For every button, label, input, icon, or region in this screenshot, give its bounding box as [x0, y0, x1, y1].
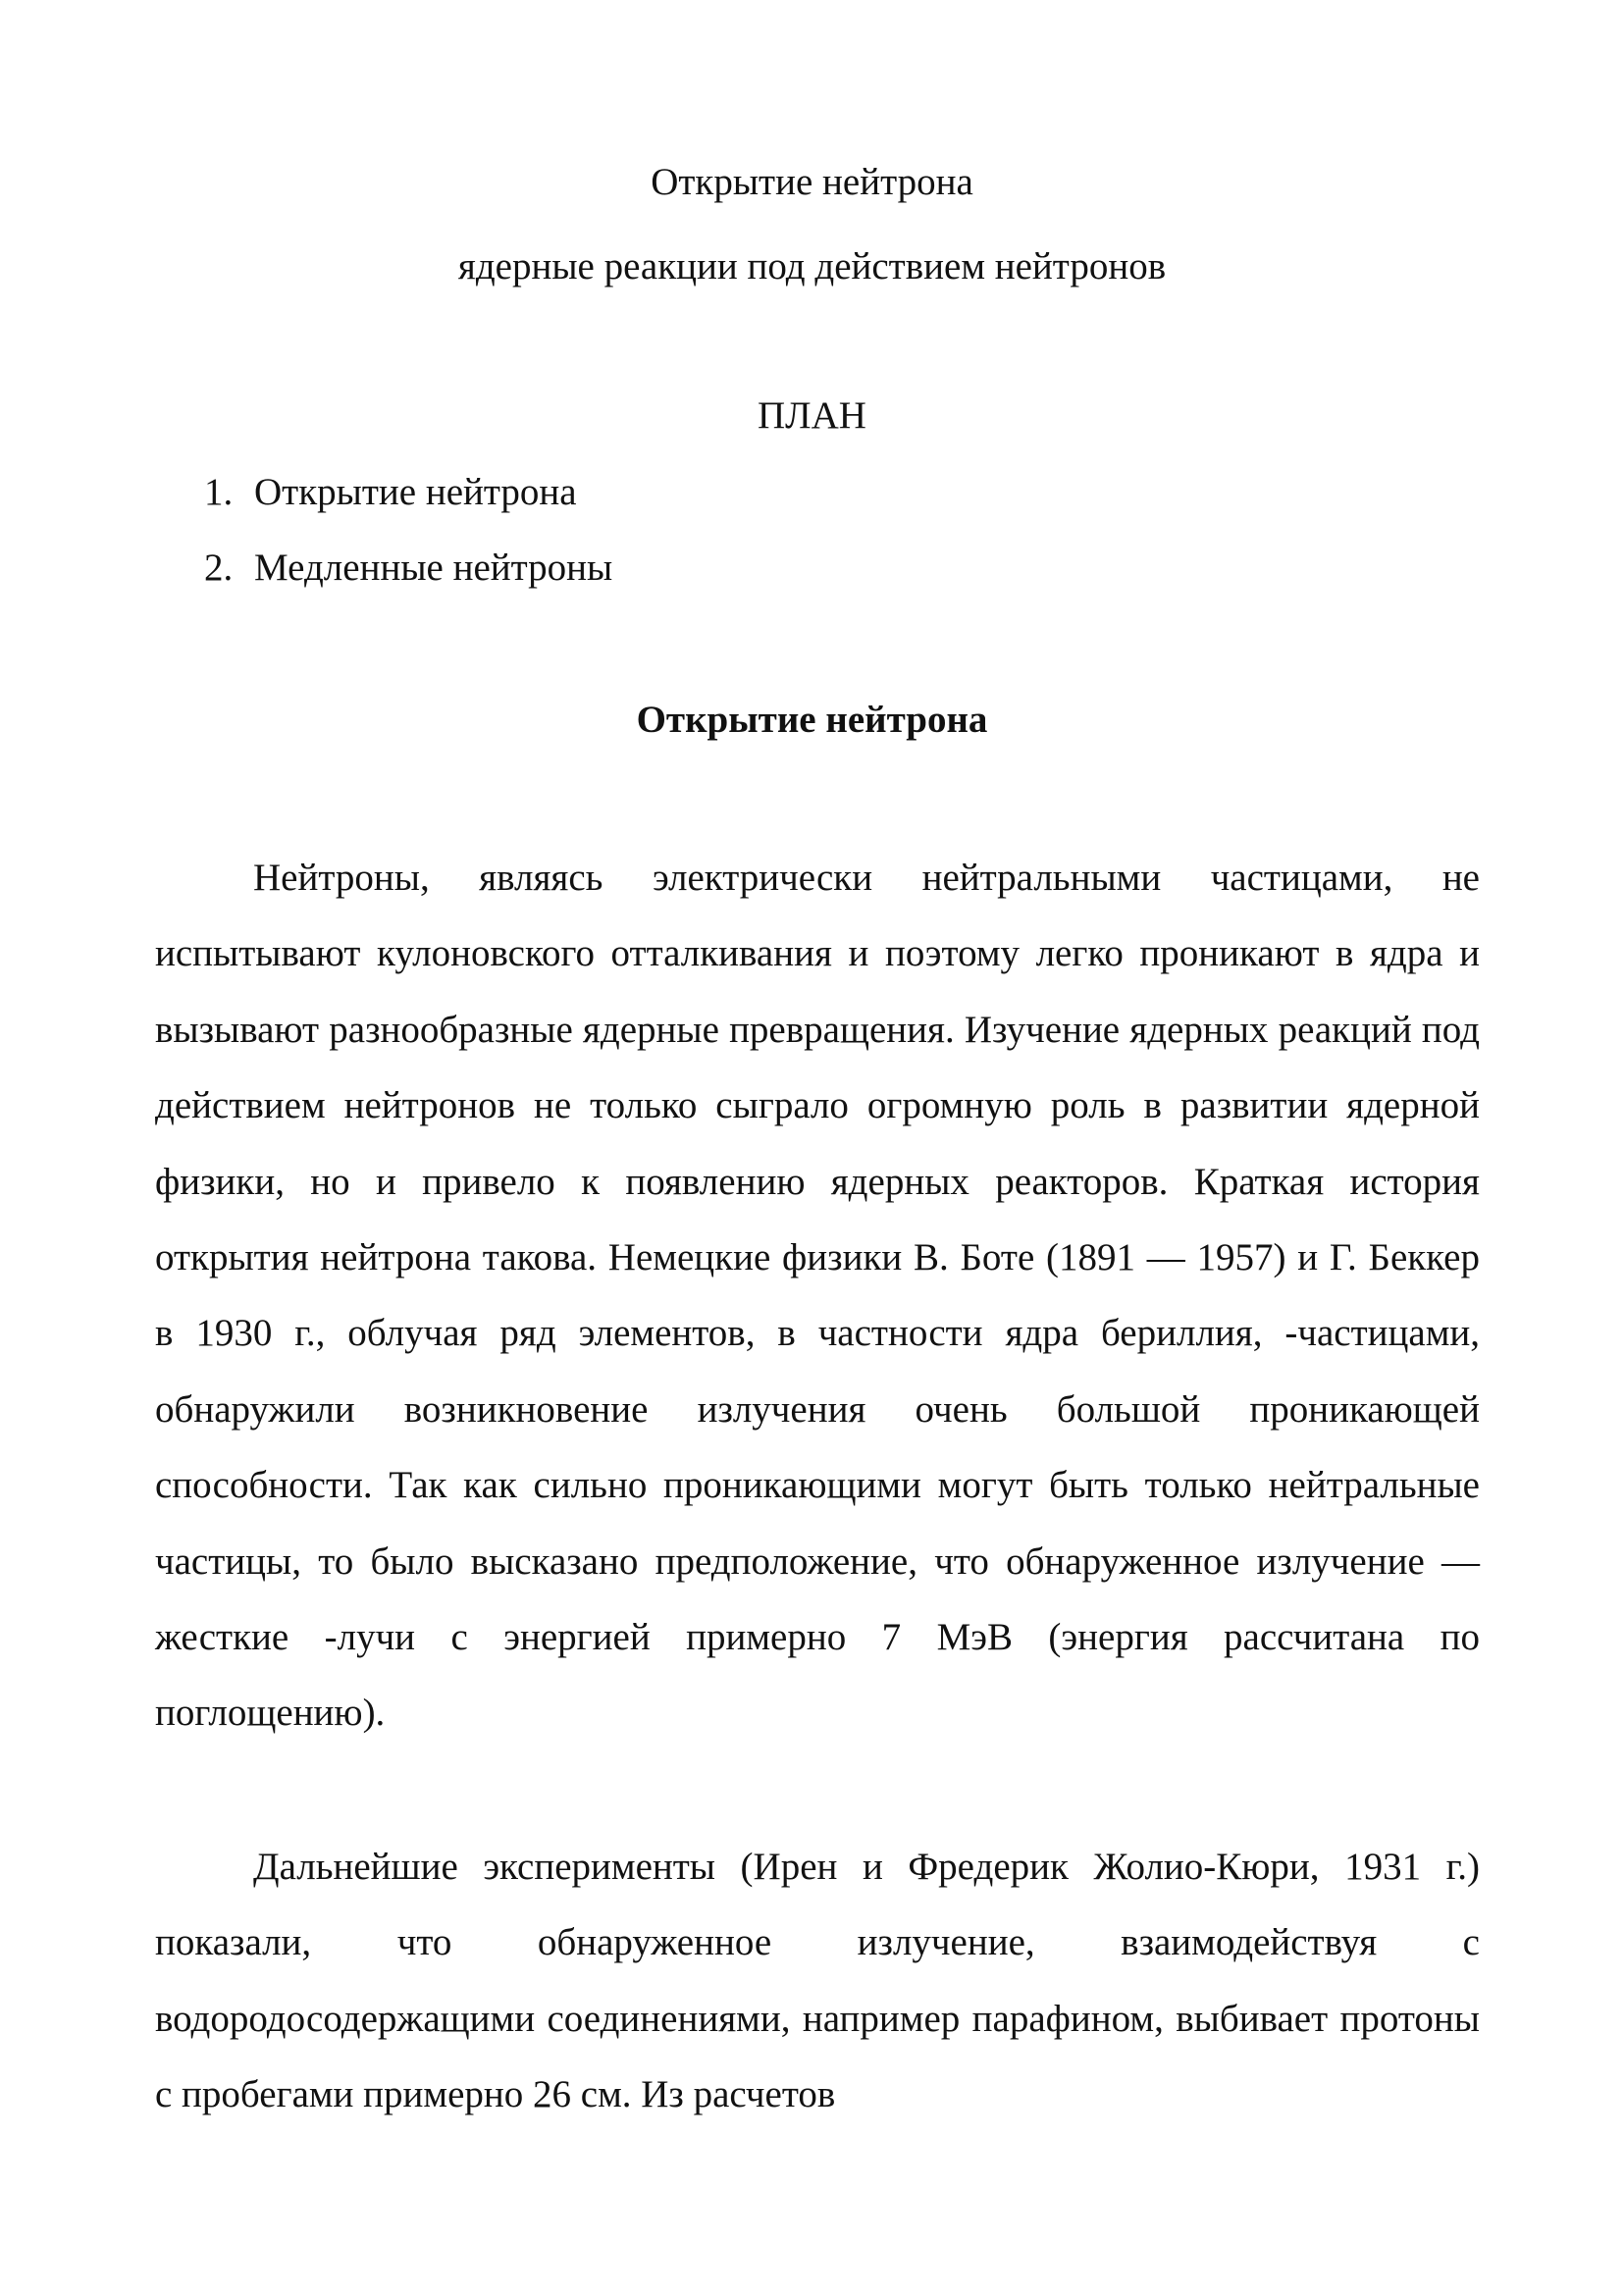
- section-heading: Открытие нейтрона: [636, 699, 988, 741]
- plan-item-text: Медленные нейтроны: [254, 547, 613, 589]
- body-paragraph: Нейтроны, являясь электрически нейтральными частицами, не испытывают кулоновского отталкивания и поэтому легко проникают в ядра и вызывают разнообразные ядерные превращения. Изучение ядерных реакций под действием нейтронов не только сыграло огромную роль в развитии ядерной физики, но и привело к появлению ядерных реакторов. Краткая история открытия нейтрона такова. Немецкие физики В. Боте (1891 — 1957) и Г. Беккер в 1930 г., облучая ряд элементов, в частности ядра бериллия, -частицами, обнаружили возникновение излучения очень большой проникающей способности. Так как сильно проникающими могут быть только нейтральные частицы, то было высказано предположение, что обнаруженное излучение — жесткие -лучи с энергией примерно 7 МэВ (энергия рассчитана по поглощению).: [155, 857, 1480, 1735]
- plan-item: [204, 548, 612, 587]
- plan-item-number: 1.: [204, 471, 234, 513]
- body-paragraph-container: [155, 840, 1480, 1751]
- body-paragraph: Дальнейшие эксперименты (Ирен и Фредерик Жолио-Кюри, 1931 г.) показали, что обнаруженное излучение, взаимодействуя с водородосодержащими соединениями, например парафином, выбивает протоны с пробегами примерно 26 см. Из расчетов: [155, 1846, 1480, 2116]
- plan-heading: ПЛАН: [758, 394, 866, 437]
- document-subtitle: ядерные реакции под действием нейтронов: [457, 245, 1167, 287]
- document-title: Открытие нейтрона: [651, 161, 973, 203]
- body-paragraph-container: [155, 1829, 1480, 2133]
- plan-item-number: 2.: [204, 547, 234, 589]
- plan-item: [204, 473, 577, 511]
- plan-item-text: Открытие нейтрона: [254, 471, 577, 513]
